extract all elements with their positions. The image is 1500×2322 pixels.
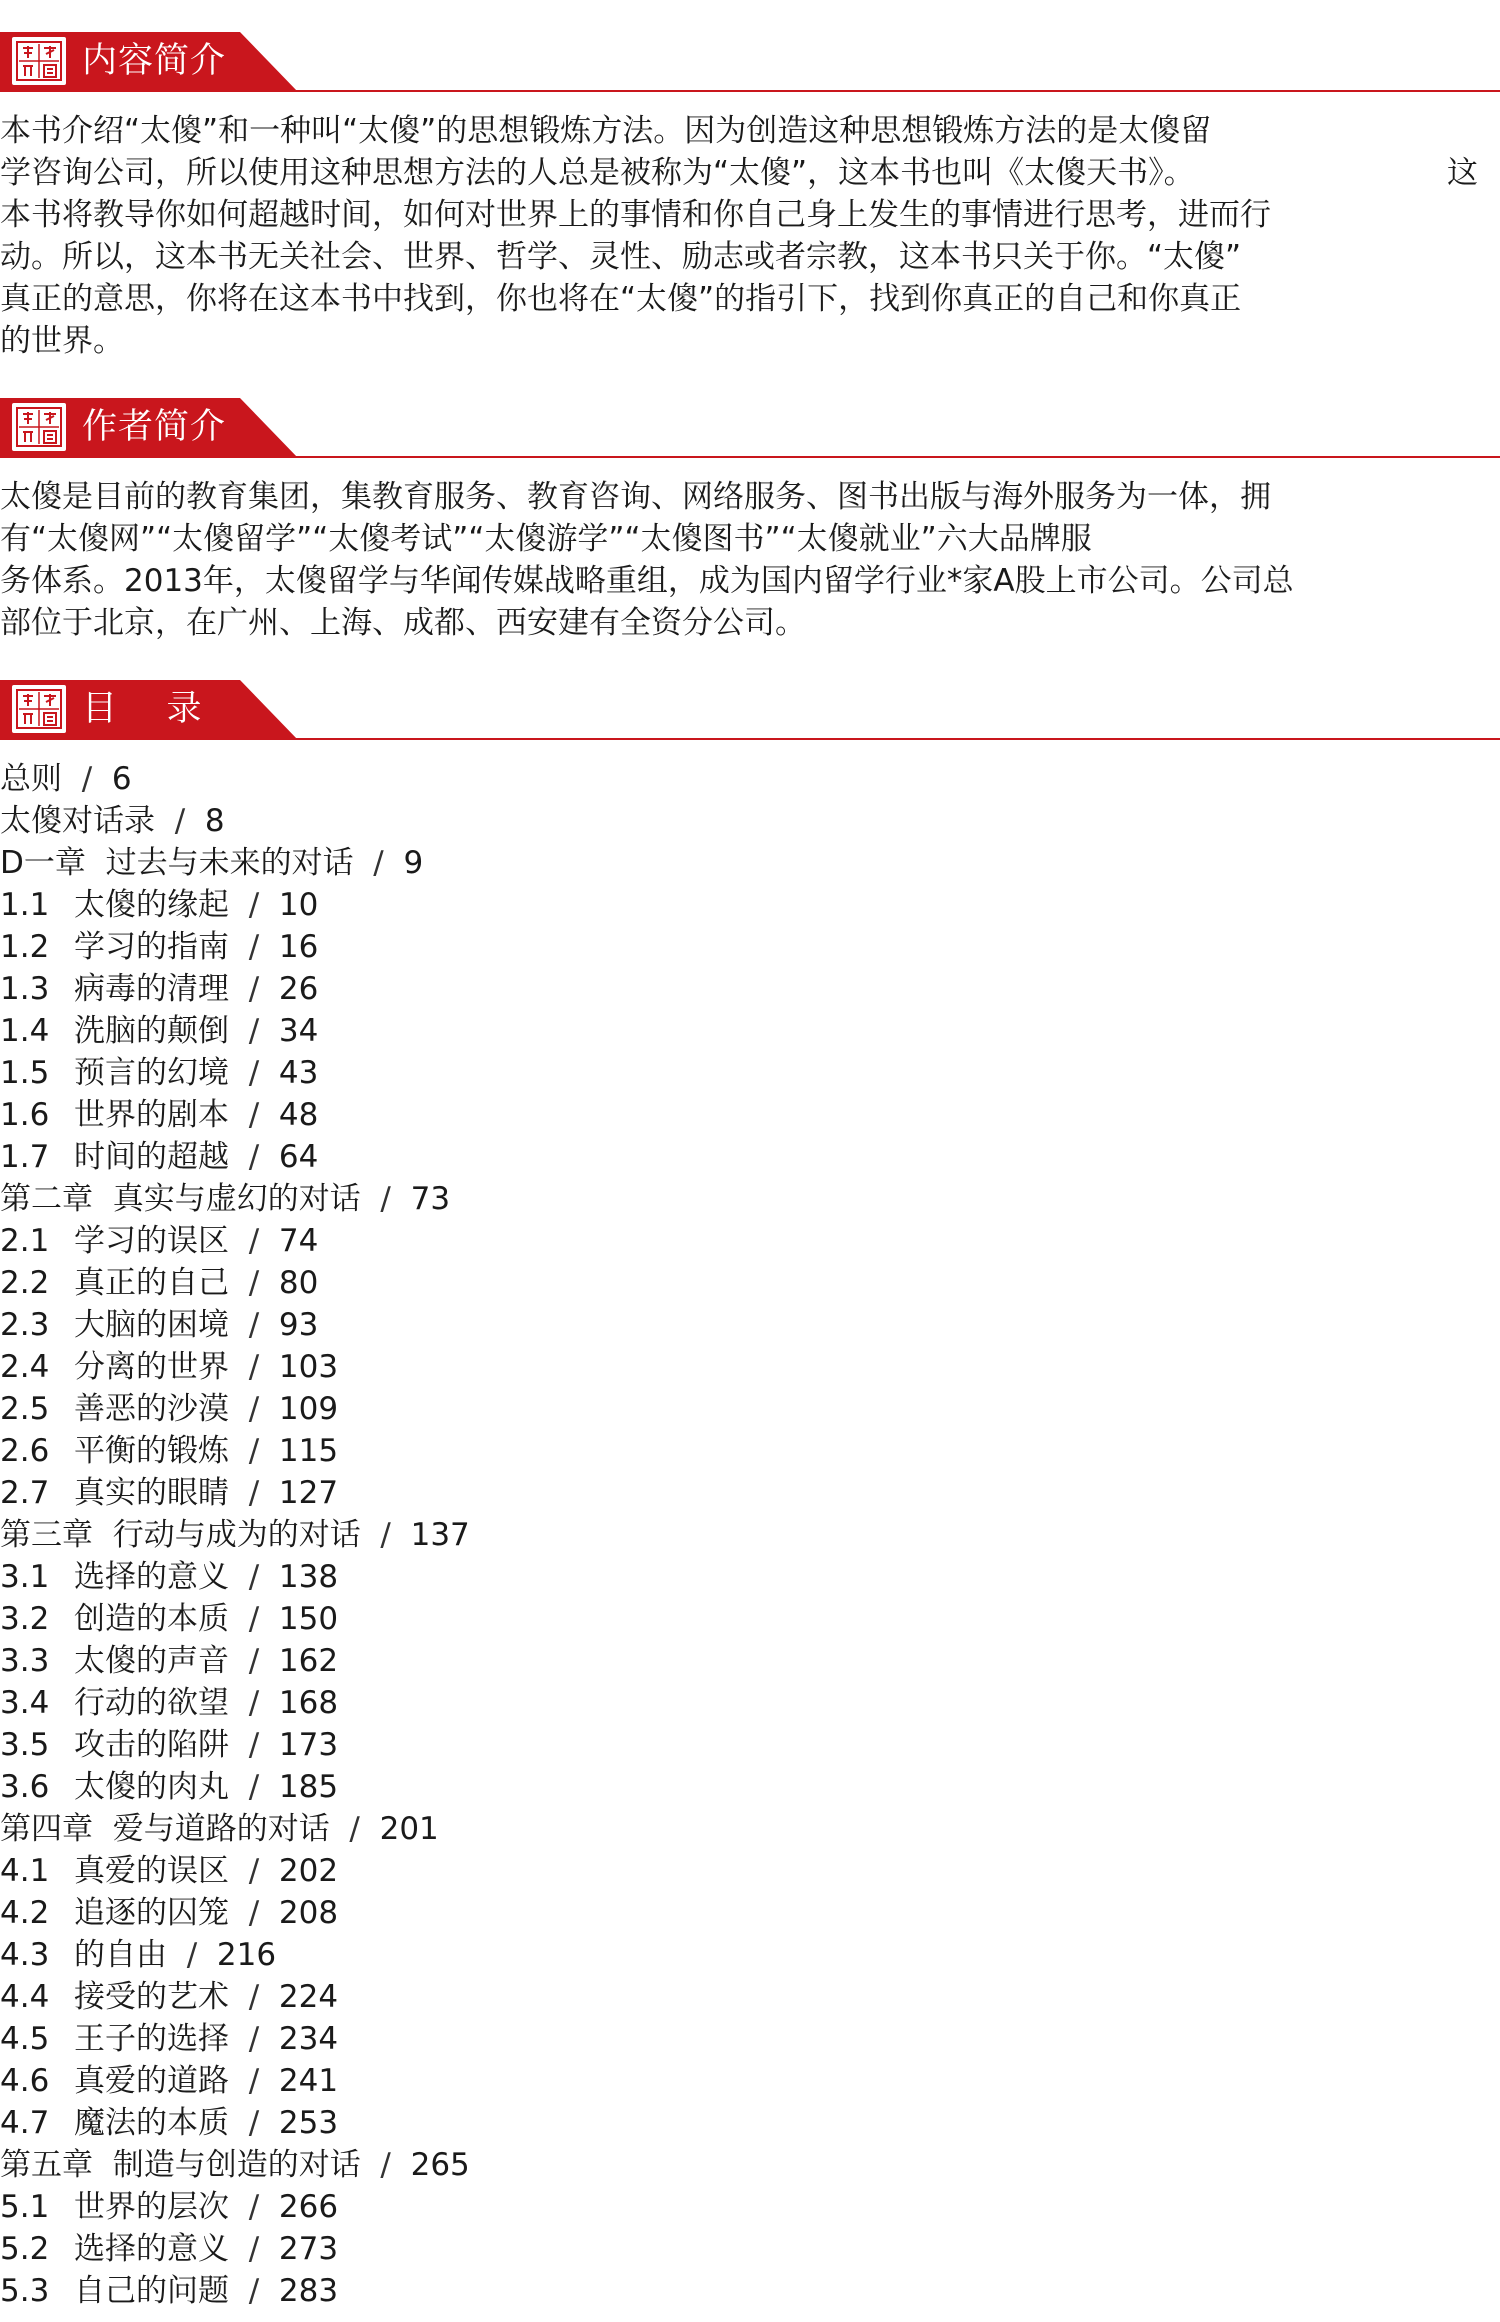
toc-separator: / [229, 1685, 279, 1721]
toc-separator: / [62, 761, 112, 797]
toc-page-number: 202 [278, 1853, 339, 1889]
toc-entry-number: 1.7 [0, 1139, 50, 1175]
toc-entry[interactable] [0, 1892, 1200, 1934]
toc-page-number: 234 [278, 2021, 339, 2057]
table-of-contents [0, 758, 1200, 2312]
toc-page-number: 168 [278, 1685, 339, 1721]
toc-entry[interactable] [0, 968, 1200, 1010]
toc-entry-number: 2.6 [0, 1433, 50, 1469]
toc-chapter[interactable] [0, 1808, 1200, 1850]
toc-entry-number: 5.3 [0, 2273, 50, 2309]
toc-separator: / [229, 887, 279, 923]
toc-page-number: 34 [278, 1013, 319, 1049]
toc-entry-title: 选择的意义 [74, 2231, 229, 2267]
toc-entry-number: 3.3 [0, 1643, 50, 1679]
toc-page-number: 48 [278, 1097, 319, 1133]
toc-separator: / [229, 2063, 279, 2099]
toc-entry-title: 真正的自己 [74, 1265, 229, 1301]
toc-entry-number: 2.7 [0, 1475, 50, 1511]
toc-entry[interactable] [0, 1262, 1200, 1304]
paragraph-line: 的世界。 [0, 323, 124, 359]
toc-entry[interactable] [0, 926, 1200, 968]
toc-page-number: 103 [278, 1349, 339, 1385]
toc-entry[interactable] [0, 1220, 1200, 1262]
toc-page-number: 138 [278, 1559, 339, 1595]
toc-entry-number: 4.2 [0, 1895, 50, 1931]
toc-separator: / [360, 1181, 411, 1217]
toc-separator: / [229, 1643, 279, 1679]
author-intro-paragraph [0, 476, 1392, 644]
toc-separator: / [360, 1517, 411, 1553]
toc-entry-title: 学习的误区 [74, 1223, 229, 1259]
toc-entry-number: 4.4 [0, 1979, 50, 2015]
toc-entry-number: 2.4 [0, 1349, 50, 1385]
toc-entry[interactable] [0, 1640, 1200, 1682]
toc-separator: / [229, 1769, 279, 1805]
toc-separator: / [229, 1895, 279, 1931]
toc-entry[interactable] [0, 1052, 1200, 1094]
paragraph-line: 本书将教导你如何超越时间，如何对世界上的事情和你自己身上发生的事情进行思考，进而行 [0, 197, 1271, 233]
toc-entry[interactable] [0, 2018, 1200, 2060]
paragraph-line: 动。所以，这本书无关社会、世界、哲学、灵性、励志或者宗教，这本书只关于你。“太傻” [0, 239, 1242, 275]
toc-separator: / [229, 971, 279, 1007]
toc-entry-title: 行动的欲望 [74, 1685, 229, 1721]
toc-entry[interactable] [0, 1010, 1200, 1052]
toc-entry-title: 时间的超越 [74, 1139, 229, 1175]
toc-page-number: 26 [278, 971, 319, 1007]
toc-entry-title: 太傻的肉丸 [74, 1769, 229, 1805]
toc-page-number: 266 [278, 2189, 339, 2225]
paragraph-line: 太傻是目前的教育集团，集教育服务、教育咨询、网络服务、图书出版与海外服务为一体，拥 [0, 479, 1271, 515]
paragraph-tail-char: 这 [1447, 155, 1478, 191]
toc-separator: / [329, 1811, 380, 1847]
toc-entry-title: 攻击的陷阱 [74, 1727, 229, 1763]
publisher-seal-icon [12, 685, 66, 733]
toc-entry-title: 的自由 [74, 1937, 167, 1973]
toc-entry-title: 预言的幻境 [74, 1055, 229, 1091]
toc-entry-title: 第五章 制造与创造的对话 [0, 2147, 361, 2183]
toc-entry[interactable] [0, 1934, 1200, 1976]
toc-entry-title: 追逐的囚笼 [74, 1895, 229, 1931]
toc-page-number: 80 [278, 1265, 319, 1301]
toc-separator: / [229, 1097, 279, 1133]
toc-page-number: 109 [278, 1391, 339, 1427]
toc-entry-number: 4.7 [0, 2105, 50, 2141]
toc-entry-title: 善恶的沙漠 [74, 1391, 229, 1427]
toc-entry[interactable] [0, 1556, 1200, 1598]
section-title: 目 录 [82, 689, 203, 729]
toc-entry-title: 太傻的缘起 [74, 887, 229, 923]
toc-chapter[interactable] [0, 758, 1200, 800]
toc-entry-number: 1.5 [0, 1055, 50, 1091]
toc-page-number: 283 [278, 2273, 339, 2309]
toc-entry-title: 太傻的声音 [74, 1643, 229, 1679]
toc-entry[interactable] [0, 884, 1200, 926]
toc-entry[interactable] [0, 1766, 1200, 1808]
toc-entry-title: 真爱的道路 [74, 2063, 229, 2099]
toc-separator: / [155, 803, 205, 839]
toc-entry-number: 5.2 [0, 2231, 50, 2267]
toc-entry[interactable] [0, 1976, 1200, 2018]
toc-separator: / [229, 2105, 279, 2141]
toc-entry-title: 真实的眼睛 [74, 1475, 229, 1511]
toc-entry-title: 分离的世界 [74, 1349, 229, 1385]
toc-entry[interactable] [0, 1304, 1200, 1346]
toc-entry-title: 创造的本质 [74, 1601, 229, 1637]
toc-chapter[interactable] [0, 2144, 1200, 2186]
toc-page-number: 137 [410, 1517, 470, 1553]
toc-page-number: 241 [278, 2063, 339, 2099]
toc-separator: / [229, 1265, 279, 1301]
toc-page-number: 8 [204, 803, 225, 839]
content-intro-paragraph [0, 110, 1478, 362]
toc-entry[interactable] [0, 2228, 1200, 2270]
toc-entry-title: 第四章 爱与道路的对话 [0, 1811, 330, 1847]
toc-entry-number: 3.1 [0, 1559, 50, 1595]
paragraph-line: 学咨询公司，所以使用这种思想方法的人总是被称为“太傻”，这本书也叫《太傻天书》。 [0, 155, 1195, 191]
publisher-seal-icon [12, 37, 66, 85]
toc-page-number: 16 [278, 929, 319, 965]
toc-entry-title: 病毒的清理 [74, 971, 229, 1007]
toc-separator: / [229, 1433, 279, 1469]
toc-entry-title: 洗脑的颠倒 [74, 1013, 229, 1049]
toc-entry-number: 2.2 [0, 1265, 50, 1301]
toc-entry-number: 1.1 [0, 887, 50, 923]
toc-separator: / [229, 1139, 279, 1175]
toc-entry[interactable] [0, 1346, 1200, 1388]
toc-entry[interactable] [0, 1136, 1200, 1178]
toc-entry-title: 真爱的误区 [74, 1853, 229, 1889]
toc-separator: / [229, 929, 279, 965]
toc-page-number: 93 [278, 1307, 319, 1343]
toc-page-number: 74 [278, 1223, 319, 1259]
paragraph-line: 有“太傻网”“太傻留学”“太傻考试”“太傻游学”“太傻图书”“太傻就业”六大品牌服 [0, 521, 1092, 557]
toc-entry[interactable] [0, 1094, 1200, 1136]
toc-separator: / [229, 1559, 279, 1595]
toc-separator: / [229, 1391, 279, 1427]
toc-entry-number: 3.6 [0, 1769, 50, 1805]
toc-entry-number: 3.4 [0, 1685, 50, 1721]
toc-page-number: 162 [278, 1643, 339, 1679]
toc-entry-number: 1.6 [0, 1097, 50, 1133]
toc-entry-number: 2.5 [0, 1391, 50, 1427]
toc-separator: / [229, 1727, 279, 1763]
paragraph-line: 真正的意思，你将在这本书中找到，你也将在“太傻”的指引下，找到你真正的自己和你真正 [0, 281, 1242, 317]
toc-separator: / [229, 1349, 279, 1385]
toc-page-number: 115 [278, 1433, 339, 1469]
section-title: 作者简介 [82, 407, 227, 447]
toc-entry-title: 第二章 真实与虚幻的对话 [0, 1181, 361, 1217]
toc-separator: / [229, 2231, 279, 2267]
toc-separator: / [229, 2273, 279, 2309]
paragraph-line: 务体系。2013年，太傻留学与华闻传媒战略重组，成为国内留学行业*家A股上市公司。公司总 [0, 563, 1294, 599]
toc-chapter[interactable] [0, 1514, 1200, 1556]
toc-entry-number: 4.1 [0, 1853, 50, 1889]
toc-entry-number: 4.5 [0, 2021, 50, 2057]
toc-separator: / [229, 1307, 279, 1343]
toc-page-number: 64 [278, 1139, 319, 1175]
toc-entry-title: 魔法的本质 [74, 2105, 229, 2141]
toc-separator: / [229, 2021, 279, 2057]
toc-separator: / [229, 1055, 279, 1091]
toc-entry[interactable] [0, 1724, 1200, 1766]
toc-page-number: 6 [111, 761, 132, 797]
toc-chapter[interactable] [0, 1178, 1200, 1220]
toc-entry-title: 自己的问题 [74, 2273, 229, 2309]
toc-entry-number: 1.4 [0, 1013, 50, 1049]
toc-chapter[interactable] [0, 800, 1200, 842]
toc-page-number: 9 [403, 845, 424, 881]
toc-separator: / [167, 1937, 217, 1973]
toc-page-number: 265 [410, 2147, 470, 2183]
toc-entry-title: 大脑的困境 [74, 1307, 229, 1343]
toc-entry-title: 王子的选择 [74, 2021, 229, 2057]
toc-entry-title: D一章 过去与未来的对话 [0, 845, 354, 881]
toc-page-number: 224 [278, 1979, 339, 2015]
toc-entry-number: 5.1 [0, 2189, 50, 2225]
toc-entry[interactable] [0, 1598, 1200, 1640]
toc-page-number: 253 [278, 2105, 339, 2141]
toc-entry-number: 3.5 [0, 1727, 50, 1763]
paragraph-line: 本书介绍“太傻”和一种叫“太傻”的思想锻炼方法。因为创造这种思想锻炼方法的是太傻留 [0, 113, 1212, 149]
toc-entry-number: 3.2 [0, 1601, 50, 1637]
toc-separator: / [229, 1475, 279, 1511]
toc-entry[interactable] [0, 2270, 1200, 2312]
toc-page-number: 10 [278, 887, 319, 923]
toc-entry-number: 4.3 [0, 1937, 50, 1973]
toc-entry-title: 选择的意义 [74, 1559, 229, 1595]
toc-entry[interactable] [0, 1388, 1200, 1430]
toc-entry-title: 太傻对话录 [0, 803, 155, 839]
toc-separator: / [353, 845, 404, 881]
section-header-toc [0, 672, 1500, 740]
toc-separator: / [360, 2147, 411, 2183]
toc-separator: / [229, 1013, 279, 1049]
toc-entry-title: 世界的剧本 [74, 1097, 229, 1133]
toc-entry-number: 2.3 [0, 1307, 50, 1343]
toc-entry[interactable] [0, 1850, 1200, 1892]
toc-entry[interactable] [0, 1430, 1200, 1472]
toc-page-number: 73 [410, 1181, 451, 1217]
section-header-author-intro [0, 390, 1500, 458]
toc-page-number: 127 [278, 1475, 339, 1511]
paragraph-line: 部位于北京，在广州、上海、成都、西安建有全资分公司。 [0, 605, 806, 641]
toc-entry[interactable] [0, 2102, 1200, 2144]
toc-entry[interactable] [0, 1472, 1200, 1514]
toc-page-number: 216 [216, 1937, 277, 1973]
toc-entry-title: 平衡的锻炼 [74, 1433, 229, 1469]
toc-page-number: 150 [278, 1601, 339, 1637]
publisher-seal-icon [12, 403, 66, 451]
toc-chapter[interactable] [0, 842, 1200, 884]
toc-entry[interactable] [0, 2186, 1200, 2228]
toc-separator: / [229, 1979, 279, 2015]
toc-entry-number: 1.3 [0, 971, 50, 1007]
section-title: 内容简介 [82, 41, 227, 81]
toc-entry-title: 学习的指南 [74, 929, 229, 965]
section-header-content-intro [0, 24, 1500, 92]
toc-entry[interactable] [0, 1682, 1200, 1724]
toc-page-number: 208 [278, 1895, 339, 1931]
toc-entry[interactable] [0, 2060, 1200, 2102]
toc-separator: / [229, 1601, 279, 1637]
toc-entry-number: 1.2 [0, 929, 50, 965]
toc-page-number: 201 [379, 1811, 439, 1847]
toc-separator: / [229, 1853, 279, 1889]
toc-page-number: 173 [278, 1727, 339, 1763]
toc-entry-title: 接受的艺术 [74, 1979, 229, 2015]
toc-separator: / [229, 2189, 279, 2225]
toc-entry-title: 总则 [0, 761, 62, 797]
toc-page-number: 43 [278, 1055, 319, 1091]
toc-entry-title: 世界的层次 [74, 2189, 229, 2225]
toc-separator: / [229, 1223, 279, 1259]
toc-page-number: 185 [278, 1769, 339, 1805]
toc-entry-number: 2.1 [0, 1223, 50, 1259]
toc-entry-number: 4.6 [0, 2063, 50, 2099]
toc-page-number: 273 [278, 2231, 339, 2267]
toc-entry-title: 第三章 行动与成为的对话 [0, 1517, 361, 1553]
